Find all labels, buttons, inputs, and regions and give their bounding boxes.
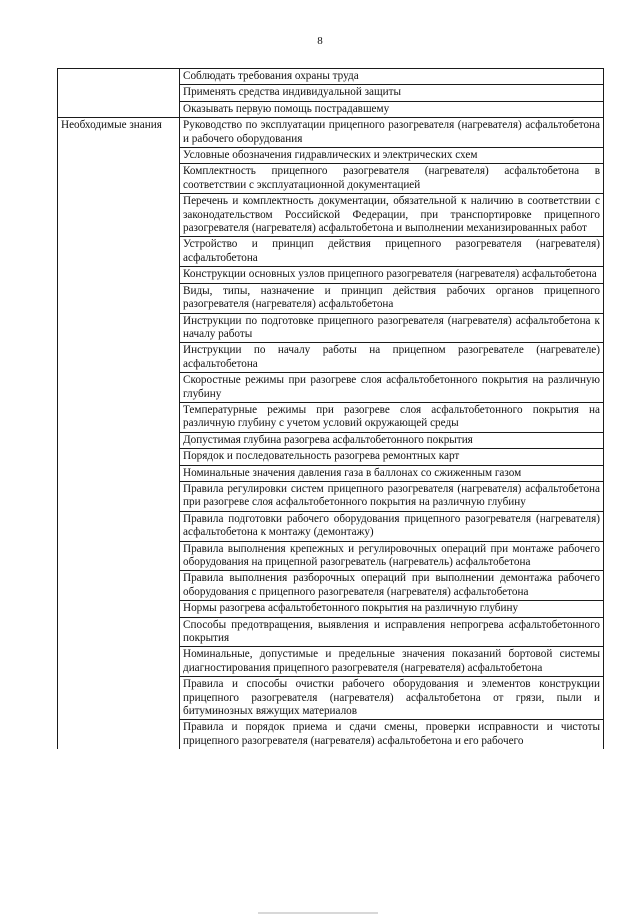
requirement-cell: Правила подготовки рабочего оборудования прицепного разогревателя (нагревателя) асфальтобетона к монтажу (демонтажу): [180, 511, 604, 541]
requirement-cell: Номинальные значения давления газа в баллонах со сжиженным газом: [180, 465, 604, 481]
table-row: [58, 481, 604, 511]
table-row: [58, 237, 604, 267]
requirement-cell: Правила и порядок приема и сдачи смены, проверки исправности и чистоты прицепного разогревателя (нагревателя) асфальтобетона и его рабочего: [180, 720, 604, 749]
requirement-cell: Допустимая глубина разогрева асфальтобетонного покрытия: [180, 432, 604, 448]
section-label-cell: [58, 449, 180, 465]
table-row: [58, 69, 604, 85]
table-row: [58, 402, 604, 432]
section-label-cell: [58, 237, 180, 267]
requirement-cell: Условные обозначения гидравлических и электрических схем: [180, 148, 604, 164]
scan-edge-mark: [258, 912, 378, 914]
requirement-cell: Перечень и комплектность документации, обязательной к наличию в соответствии с законодательством Российской Федерации, при транспортировке прицепного разогревателя (нагревателя) асфальтобетона и выполнении механизированных работ: [180, 194, 604, 237]
section-label-cell: Необходимые знания: [58, 118, 180, 148]
section-label-cell: [58, 677, 180, 720]
section-label-cell: [58, 267, 180, 283]
table-row: [58, 148, 604, 164]
table-row: [58, 194, 604, 237]
table-row: [58, 101, 604, 117]
requirement-cell: Номинальные, допустимые и предельные значения показаний бортовой системы диагностирования прицепного разогревателя (нагревателя) асфальтобетона: [180, 647, 604, 677]
table-row: [58, 677, 604, 720]
requirement-cell: Применять средства индивидуальной защиты: [180, 85, 604, 101]
requirement-cell: Правила выполнения крепежных и регулировочных операций при монтаже рабочего оборудования на прицепной разогреватель (нагреватель) асфальтобетона: [180, 541, 604, 571]
requirement-cell: Правила выполнения разборочных операций при выполнении демонтажа рабочего оборудования с прицепного разогревателя (нагревателя) асфальтобетона: [180, 571, 604, 601]
section-label-cell: [58, 148, 180, 164]
section-label-cell: [58, 283, 180, 313]
section-label-cell: [58, 571, 180, 601]
requirement-cell: Правила регулировки систем прицепного разогревателя (нагревателя) асфальтобетона при разогреве слоя асфальтобетонного покрытия на различную глубину: [180, 481, 604, 511]
requirement-cell: Температурные режимы при разогреве слоя асфальтобетонного покрытия на различную глубину с учетом условий окружающей среды: [180, 402, 604, 432]
requirement-cell: Комплектность прицепного разогревателя (нагревателя) асфальтобетона в соответствии с эксплуатационной документацией: [180, 164, 604, 194]
requirement-cell: Соблюдать требования охраны труда: [180, 69, 604, 85]
table-row: [58, 432, 604, 448]
requirement-cell: Инструкции по подготовке прицепного разогревателя (нагревателя) асфальтобетона к началу работы: [180, 313, 604, 343]
section-label-cell: [58, 432, 180, 448]
section-label-cell: [58, 85, 180, 101]
table-row: [58, 647, 604, 677]
section-label-cell: [58, 511, 180, 541]
competency-table: [57, 68, 604, 749]
section-label-cell: [58, 720, 180, 749]
section-label-cell: [58, 402, 180, 432]
table-row: [58, 85, 604, 101]
table-row: [58, 267, 604, 283]
table-row: [58, 313, 604, 343]
section-label-cell: [58, 617, 180, 647]
section-label-cell: [58, 481, 180, 511]
table-row: [58, 511, 604, 541]
section-label-cell: [58, 465, 180, 481]
requirement-cell: Устройство и принцип действия прицепного разогревателя (нагревателя) асфальтобетона: [180, 237, 604, 267]
requirement-cell: Руководство по эксплуатации прицепного разогревателя (нагревателя) асфальтобетона и рабочего оборудования: [180, 118, 604, 148]
section-label-cell: [58, 373, 180, 403]
table-row: [58, 601, 604, 617]
section-label-cell: [58, 164, 180, 194]
table-row: [58, 449, 604, 465]
requirement-cell: Инструкции по началу работы на прицепном разогревателе (нагревателе) асфальтобетона: [180, 343, 604, 373]
page-number: 8: [317, 35, 323, 47]
table-row: [58, 617, 604, 647]
requirement-cell: Порядок и последовательность разогрева ремонтных карт: [180, 449, 604, 465]
table-row: [58, 571, 604, 601]
table-row: [58, 343, 604, 373]
section-label-cell: [58, 101, 180, 117]
section-label-cell: [58, 343, 180, 373]
section-label-cell: [58, 313, 180, 343]
section-label-cell: [58, 69, 180, 85]
section-label-cell: [58, 541, 180, 571]
requirement-cell: Способы предотвращения, выявления и исправления непрогрева асфальтобетонного покрытия: [180, 617, 604, 647]
requirement-cell: Нормы разогрева асфальтобетонного покрытия на различную глубину: [180, 601, 604, 617]
requirement-cell: Оказывать первую помощь пострадавшему: [180, 101, 604, 117]
section-label-cell: [58, 647, 180, 677]
table-body: [58, 69, 604, 750]
table-row: [58, 720, 604, 749]
section-label-cell: [58, 601, 180, 617]
table-row: [58, 283, 604, 313]
table-row: [58, 465, 604, 481]
requirement-cell: Конструкции основных узлов прицепного разогревателя (нагревателя) асфальтобетона: [180, 267, 604, 283]
requirement-cell: Правила и способы очистки рабочего оборудования и элементов конструкции прицепного разогревателя (нагревателя) асфальтобетона от грязи, пыли и битуминозных вяжущих материалов: [180, 677, 604, 720]
table-row: [58, 164, 604, 194]
table-row: [58, 541, 604, 571]
table-row: [58, 118, 604, 148]
section-label-cell: [58, 194, 180, 237]
requirement-cell: Виды, типы, назначение и принцип действия рабочих органов прицепного разогревателя (нагревателя) асфальтобетона: [180, 283, 604, 313]
table-row: [58, 373, 604, 403]
requirement-cell: Скоростные режимы при разогреве слоя асфальтобетонного покрытия на различную глубину: [180, 373, 604, 403]
